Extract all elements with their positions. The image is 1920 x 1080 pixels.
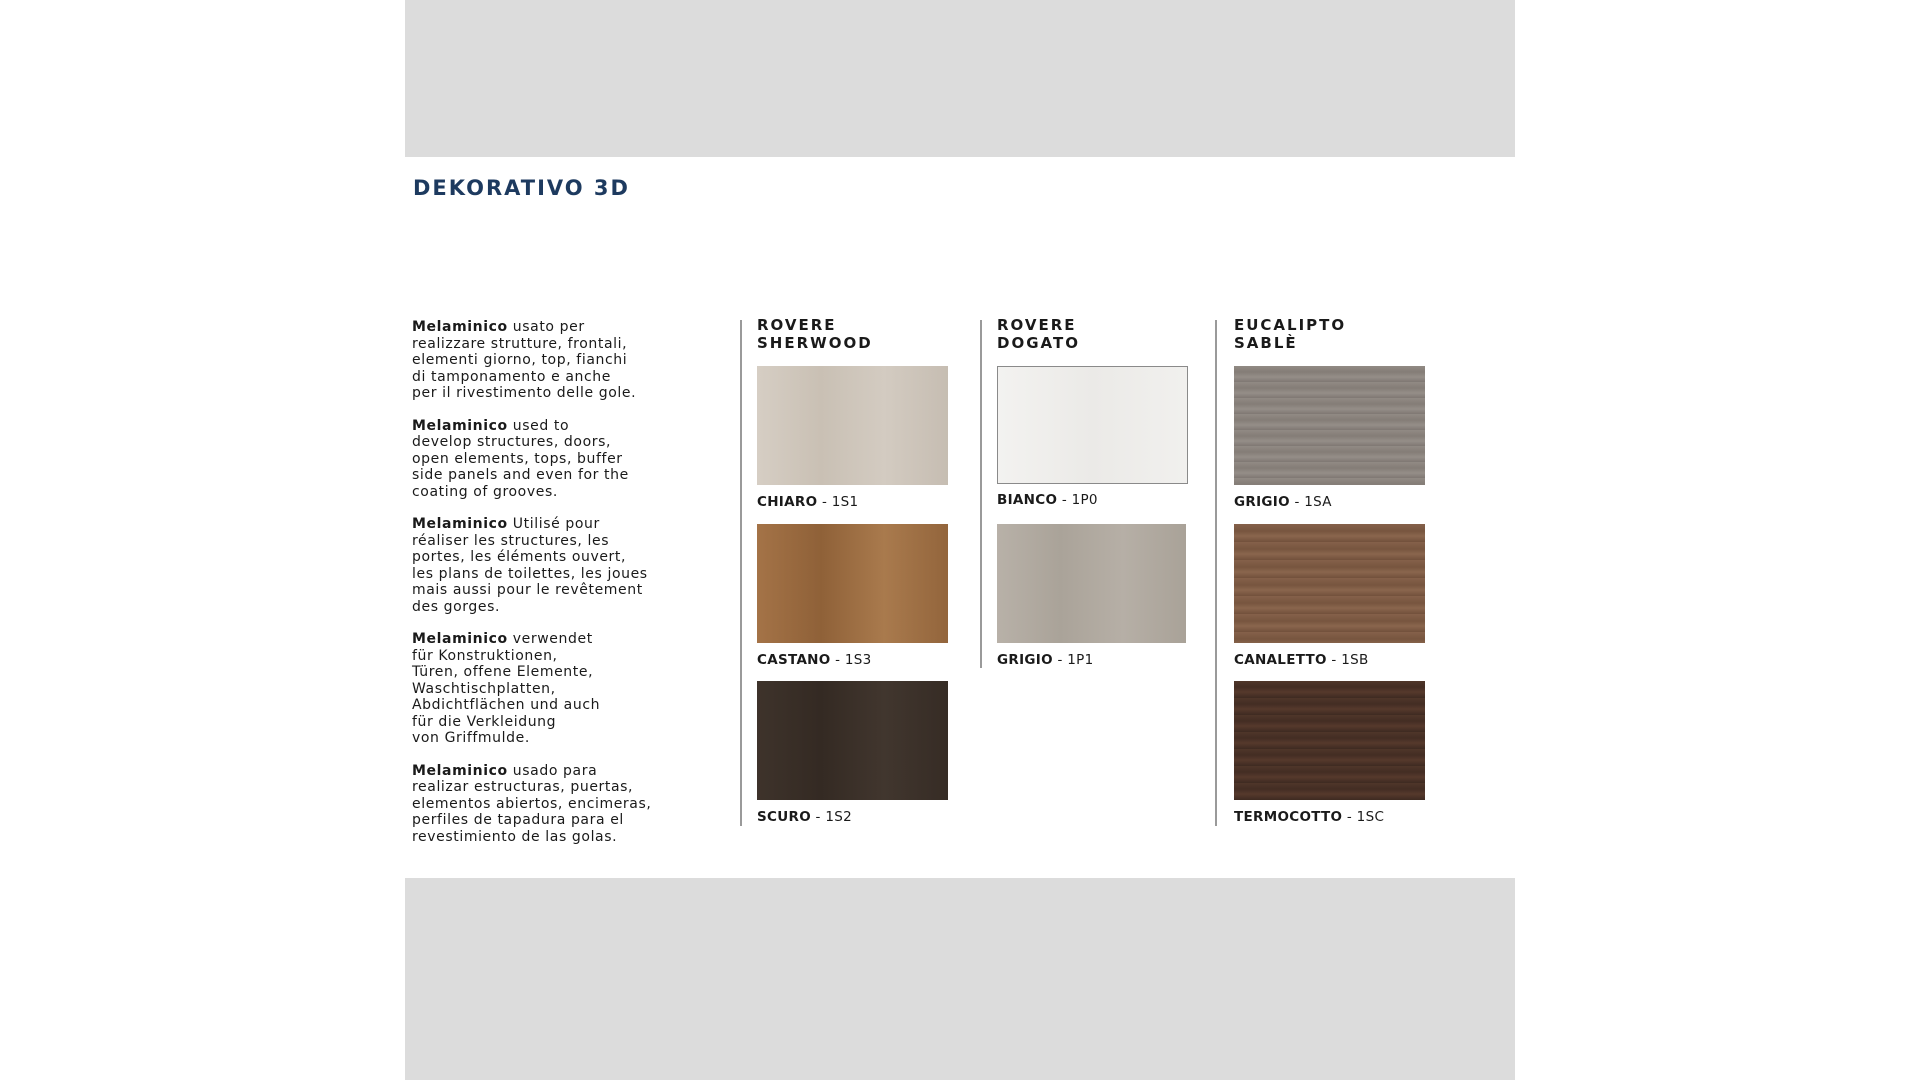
swatch-label-canaletto: CANALETTO - 1SB [1234,652,1369,668]
swatch-label-castano: CASTANO - 1S3 [757,652,872,668]
column-heading-rovere-sherwood: ROVERE SHERWOOD [757,316,873,352]
description-paragraph-en: Melaminico used to develop structures, doors, open elements, tops, buffer side panels and even for the coating of grooves. [412,417,629,500]
swatch-grigio-dogato[interactable] [997,524,1186,643]
swatch-label-grigio-dogato: GRIGIO - 1P1 [997,652,1094,668]
swatch-chiaro[interactable] [757,366,948,485]
column-heading-eucalipto-sable: EUCALIPTO SABLÈ [1234,316,1347,352]
description-block [412,319,702,861]
swatch-label-termocotto: TERMOCOTTO - 1SC [1234,809,1385,825]
swatch-scuro[interactable] [757,681,948,800]
description-paragraph-de: Melaminico verwendet für Konstruktionen, Türen, offene Elemente, Waschtischplatten, Abdichtflächen und auch für die Verkleidung von Griffmulde. [412,631,601,746]
page-title: DEKORATIVO 3D [413,176,630,200]
description-paragraph-fr: Melaminico Utilisé pour réaliser les structures, les portes, les éléments ouvert, les plans de toilettes, les joues mais aussi pour le revêtement des gorges. [412,516,648,615]
top-gray-band [405,0,1515,157]
swatch-termocotto[interactable] [1234,681,1425,800]
bottom-gray-band [405,878,1515,1080]
description-paragraph-es: Melaminico usado para realizar estructuras, puertas, elementos abiertos, encimeras, perfiles de tapadura para el revestimiento de las golas. [412,762,652,845]
column-divider [980,320,982,668]
swatch-canaletto[interactable] [1234,524,1425,643]
swatch-bianco[interactable] [997,366,1188,484]
swatch-grigio-eucalipto[interactable] [1234,366,1425,485]
column-divider [1215,320,1217,826]
column-divider [740,320,742,826]
swatch-label-scuro: SCURO - 1S2 [757,809,852,825]
swatch-label-grigio-eucalipto: GRIGIO - 1SA [1234,494,1332,510]
swatch-label-chiaro: CHIARO - 1S1 [757,494,859,510]
description-paragraph-it: Melaminico usato per realizzare strutture, frontali, elementi giorno, top, fianchi di tamponamento e anche per il rivestimento delle gole. [412,319,637,401]
swatch-castano[interactable] [757,524,948,643]
swatch-label-bianco: BIANCO - 1P0 [997,492,1098,508]
column-heading-rovere-dogato: ROVERE DOGATO [997,316,1080,352]
